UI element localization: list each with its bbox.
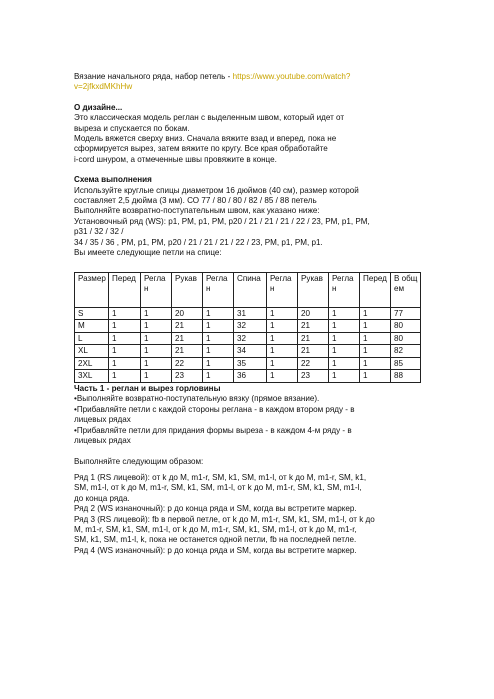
table-cell: 1 — [203, 307, 234, 320]
table-cell: 1 — [141, 307, 172, 320]
table-row — [75, 307, 421, 320]
table-cell: 20 — [298, 307, 329, 320]
table-cell: 1 — [109, 370, 141, 383]
part1-heading: Часть 1 - реглан и вырез горловины — [74, 384, 221, 394]
table-cell: 82 — [391, 345, 421, 358]
table-header: Реглан — [329, 272, 360, 307]
design-line: Это классическая модель реглан с выделенным швом, который идет от — [74, 113, 345, 123]
table-cell: 1 — [141, 370, 172, 383]
table-cell: 1 — [360, 345, 391, 358]
table-cell: 21 — [172, 320, 203, 333]
table-header-row — [75, 272, 421, 307]
table-cell: 1 — [360, 307, 391, 320]
table-cell: 1 — [329, 332, 360, 345]
table-cell: 1 — [329, 345, 360, 358]
youtube-link-continued[interactable]: v=2jfkxdMKhHw — [74, 82, 133, 92]
table-header: Реглан — [203, 272, 234, 307]
table-cell: 1 — [109, 307, 141, 320]
table-row — [75, 345, 421, 358]
table-header: Перед — [360, 272, 391, 307]
table-cell: XL — [75, 345, 109, 358]
table-cell: 1 — [109, 345, 141, 358]
table-cell: 2XL — [75, 357, 109, 370]
table-header: Рукав — [172, 272, 203, 307]
table-cell: 80 — [391, 332, 421, 345]
steps-line: Ряд 3 (RS лицевой): fb в первой петле, от k до M, m1-r, SM, k1, SM, m1-l, от k до — [74, 514, 375, 524]
steps-line: Ряд 2 (WS изнаночный): p до конца ряда и SM, когда вы встретите маркер. — [74, 504, 357, 514]
table-cell: 1 — [267, 320, 298, 333]
part1-line: •Выполняйте возвратно-поступательную вязку (прямое вязание). — [74, 394, 320, 404]
table-cell: 1 — [203, 320, 234, 333]
scheme-line: Используйте круглые спицы диаметром 16 дюймов (40 см), размер которой — [74, 185, 359, 195]
table-cell: 1 — [141, 332, 172, 345]
table-cell: 1 — [360, 320, 391, 333]
table-cell: S — [75, 307, 109, 320]
design-line: i-cord шнуром, а отмеченные швы провяжите в конце. — [74, 154, 277, 164]
table-cell: 1 — [109, 320, 141, 333]
table-cell: 20 — [172, 307, 203, 320]
part1-line: •Прибавляйте петли для придания формы выреза - в каждом 4-м ряду - в — [74, 425, 352, 435]
table-cell: 1 — [329, 307, 360, 320]
table-body — [75, 307, 421, 383]
part1-line: •Прибавляйте петли с каждой стороны реглана - в каждом втором ряду - в — [74, 404, 355, 414]
scheme-line: Выполняйте возвратно-поступательным швом, как указано ниже: — [74, 206, 320, 216]
part1-line: лицевых рядах — [74, 415, 131, 425]
scheme-line: Установочный ряд (WS): p1, PM, p1, PM, p20 / 21 / 21 / 21 / 22 / 23, PM, p1, PM, — [74, 216, 370, 226]
table-cell: 1 — [141, 320, 172, 333]
scheme-line: p31 / 32 / 32 / — [74, 227, 124, 237]
scheme-heading: Схема выполнения — [74, 175, 152, 185]
table-cell: 1 — [203, 357, 234, 370]
table-cell: 21 — [298, 345, 329, 358]
steps-line: SM, k1, SM, m1-l, k, пока не останется одной петли, fb на последней петле. — [74, 535, 357, 545]
table-cell: 21 — [172, 345, 203, 358]
scheme-line: Вы имеете следующие петли на спице: — [74, 248, 222, 258]
table-header: В общем — [391, 272, 421, 307]
table-header: Перед — [109, 272, 141, 307]
table-header: Реглан — [141, 272, 172, 307]
table-cell: L — [75, 332, 109, 345]
table-row — [75, 370, 421, 383]
table-cell: 1 — [267, 357, 298, 370]
table-cell: 1 — [141, 357, 172, 370]
table-cell: 36 — [234, 370, 267, 383]
table-header: Размер — [75, 272, 109, 307]
table-cell: 35 — [234, 357, 267, 370]
scheme-line: 34 / 35 / 36 , PM, p1, PM, p20 / 21 / 21 / 21 / 22 / 23, PM, p1, PM, p1. — [74, 237, 323, 247]
table-row — [75, 357, 421, 370]
table-cell: 1 — [203, 345, 234, 358]
table-cell: 85 — [391, 357, 421, 370]
table-row — [75, 332, 421, 345]
scheme-line: составляет 2,5 дюйма (3 мм). СО 77 / 80 / 80 / 82 / 85 / 88 петель — [74, 196, 317, 206]
part1-line: лицевых рядах — [74, 436, 131, 446]
table-cell: 31 — [234, 307, 267, 320]
table-cell: 1 — [329, 370, 360, 383]
table-cell: 80 — [391, 320, 421, 333]
table-cell: 1 — [360, 370, 391, 383]
design-heading: О дизайне... — [74, 102, 123, 112]
steps-line: Ряд 1 (RS лицевой): от k до M, m1-r, SM, k1, SM, m1-l, от k до M, m1-r, SM, k1, — [74, 472, 367, 482]
table-cell: 34 — [234, 345, 267, 358]
table-cell: 21 — [172, 332, 203, 345]
table-cell: 23 — [298, 370, 329, 383]
table-cell: 1 — [203, 370, 234, 383]
design-line: Модель вяжется сверху вниз. Сначала вяжите взад и вперед, пока не — [74, 134, 337, 144]
table-row — [75, 320, 421, 333]
table-cell: 1 — [203, 332, 234, 345]
table-cell: 23 — [172, 370, 203, 383]
design-line: сформируется вырез, затем вяжите по кругу. Все края обработайте — [74, 144, 328, 154]
table-cell: 32 — [234, 320, 267, 333]
table-cell: 21 — [298, 332, 329, 345]
table-header: Рукав — [298, 272, 329, 307]
steps-line: Ряд 4 (WS изнаночный): p до конца ряда и SM, когда вы встретите маркер. — [74, 545, 357, 555]
table-cell: 1 — [109, 332, 141, 345]
table-cell: 1 — [109, 357, 141, 370]
stitch-count-table — [74, 272, 421, 384]
table-cell: M — [75, 320, 109, 333]
table-cell: 1 — [267, 370, 298, 383]
table-cell: 1 — [360, 357, 391, 370]
table-cell: 1 — [141, 345, 172, 358]
table-cell: 3XL — [75, 370, 109, 383]
table-cell: 1 — [360, 332, 391, 345]
table-cell: 1 — [267, 345, 298, 358]
table-cell: 22 — [298, 357, 329, 370]
table-cell: 32 — [234, 332, 267, 345]
table-cell: 77 — [391, 307, 421, 320]
table-header: Спина — [234, 272, 267, 307]
table-cell: 21 — [298, 320, 329, 333]
table-cell: 1 — [267, 332, 298, 345]
document-content — [74, 72, 420, 556]
steps-line: SM, m1-l, от k до M, m1-r, SM, k1, SM, m1-l, от k до M, m1-r, SM, k1, SM, m1-l, — [74, 483, 362, 493]
table-cell: 1 — [329, 320, 360, 333]
table-cell: 1 — [267, 307, 298, 320]
intro-text: Вязание начального ряда, набор петель - — [74, 72, 233, 81]
steps-line: до конца ряда. — [74, 493, 130, 503]
design-line: выреза и спускается по бокам. — [74, 123, 190, 133]
table-cell: 1 — [329, 357, 360, 370]
steps-line: M, m1-r, SM, k1, SM, m1-l, от k до M, m1-r, SM, k1, SM, m1-l, от k до M, m1-r, — [74, 524, 357, 534]
steps-heading: Выполняйте следующим образом: — [74, 456, 204, 466]
table-cell: 88 — [391, 370, 421, 383]
table-header: Реглан — [267, 272, 298, 307]
table-cell: 22 — [172, 357, 203, 370]
youtube-link[interactable]: https://www.youtube.com/watch? — [232, 72, 351, 81]
intro-line-1 — [74, 72, 420, 82]
